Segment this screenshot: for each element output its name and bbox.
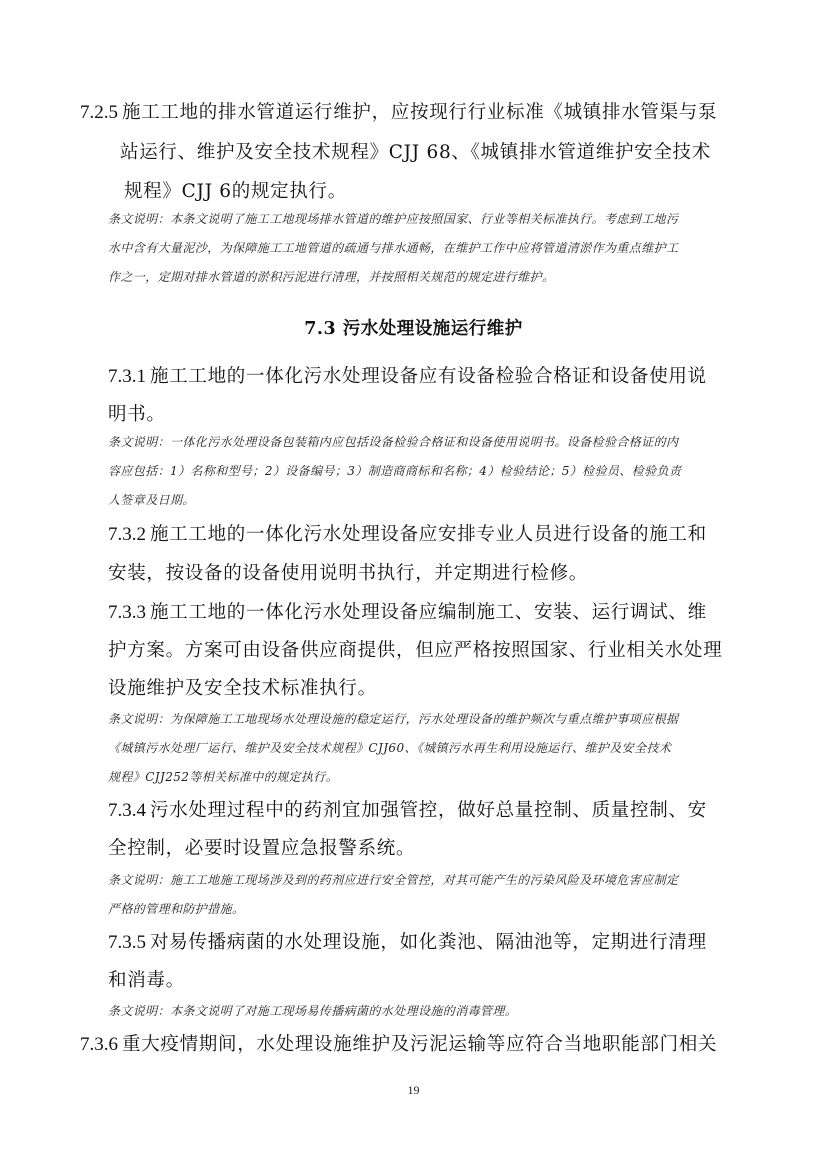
clause-text-line: 规程》CJJ 6的规定执行。 <box>124 181 347 202</box>
clause-text-line: 对易传播病菌的水处理设施，如化粪池、隔油池等，定期进行清理 <box>150 932 707 953</box>
clause-text-line: 施工工地的一体化污水处理设备应编制施工、安装、运行调试、维 <box>150 602 707 623</box>
clause-text-line: 安装，按设备的设备使用说明书执行，并定期进行检修。 <box>108 563 589 584</box>
clause-text-line: 护方案。方案可由设备供应商提供，但应严格按照国家、行业相关水处理 <box>108 640 723 661</box>
section-heading: 7.3 污水处理设施运行维护 <box>304 319 523 339</box>
clause-text-line: 施工工地的排水管道运行维护，应按现行行业标准《城镇排水管渠与泵 <box>122 102 718 123</box>
document-page: 7.2.5 施工工地的排水管道运行维护，应按现行行业标准《城镇排水管渠与泵 站运行、维护及安全技术规程》CJJ 68、《城镇排水管道维护安全技术 规程》CJJ 6的规定执行。 条文说明：本条文说明了施工工地现场排水管道的维护应按照国家、行业等相关标准执行。考虑到工地污 水中含有大量泥沙，为保障施工工地管道的疏通与排水通畅，在维护工作中应将管道清淤作为重点维护工 作之一，定期对排水管道的淤积污泥进行清理，并按照相关规范的规定进行维护。 7.3 污水处理设施运行维护 7.3.1 施工工地的一体化污水处理设备应有设备检验合格证和设备使用说 明书。 条文说明：一体化污水处理设备包装箱内应包括设备检验合格证和设备使用说明书。设备检验合格证的内 容应包括：1）名称和型号；2）设备编号；3）制造商商标和名称；4）检验结论；5）检验员、检验负责 人签章及日期。 7.3.2 施工工地的一体化污水处理设备应安排专业人员进行设备的施工和 安装，按设备的设备使用说明书执行，并定期进行检修。 7.3.3 施工工地的一体化污水处理设备应编制施工、安装、运行调试、维 护方案。方案可由设备供应商提供，但应严格按照国家、行业相关水处理 设施维护及安全技术标准执行。 条文说明：为保障施工工地现场水处理设施的稳定运行，污水处理设备的维护频次与重点维护事项应根据 《城镇污水处理厂运行、维护及安全技术规程》CJJ60、《城镇污水再生利用设施运行、维护及安全技术 规程》CJJ252等相关标准中的规定执行。 7.3.4 污水处理过程中的药剂宜加强管控，做好总量控制、质量控制、安 全控制，必要时设置应急报警系统。 条文说明：施工工地施工现场涉及到的药剂应进行安全管控，对其可能产生的污染风险及环境危害应制定 严格的管理和防护措施。 7.3.5 对易传播病菌的水处理设施，如化粪池、隔油池等，定期进行清理 和消毒。 条文说明：本条文说明了对施工现场易传播病菌的水处理设施的消毒管理。 7.3.6 重大疫情期间，水处理设施维护及污泥运输等应符合当地职能部门相关 19 <box>0 0 827 1169</box>
clause-number: 7.3.6 <box>80 1034 118 1055</box>
clause-text-line: 施工工地的一体化污水处理设备应安排专业人员进行设备的施工和 <box>150 524 707 545</box>
clause-number: 7.3.5 <box>108 932 146 953</box>
clause-number: 7.2.5 <box>80 102 118 123</box>
clause-text-line: 重大疫情期间，水处理设施维护及污泥运输等应符合当地职能部门相关 <box>122 1034 718 1055</box>
clause-number: 7.3.3 <box>108 602 146 623</box>
clause-text-line: 施工工地的一体化污水处理设备应有设备检验合格证和设备使用说 <box>150 366 707 387</box>
clause-text-line: 和消毒。 <box>108 970 185 991</box>
clause-number: 7.3.2 <box>108 524 146 545</box>
clause-text-line: 站运行、维护及安全技术规程》CJJ 68、《城镇排水管道维护安全技术 <box>120 142 711 163</box>
page-number: 19 <box>407 1083 420 1097</box>
clause-text-line: 明书。 <box>108 404 166 425</box>
clause-text-line: 设施维护及安全技术标准执行。 <box>108 678 377 699</box>
clause-text-line: 污水处理过程中的药剂宜加强管控，做好总量控制、质量控制、安 <box>150 800 707 821</box>
clause-number: 7.3.1 <box>108 366 146 387</box>
clause-number: 7.3.4 <box>108 800 146 821</box>
clause-text-line: 全控制，必要时设置应急报警系统。 <box>108 838 416 859</box>
